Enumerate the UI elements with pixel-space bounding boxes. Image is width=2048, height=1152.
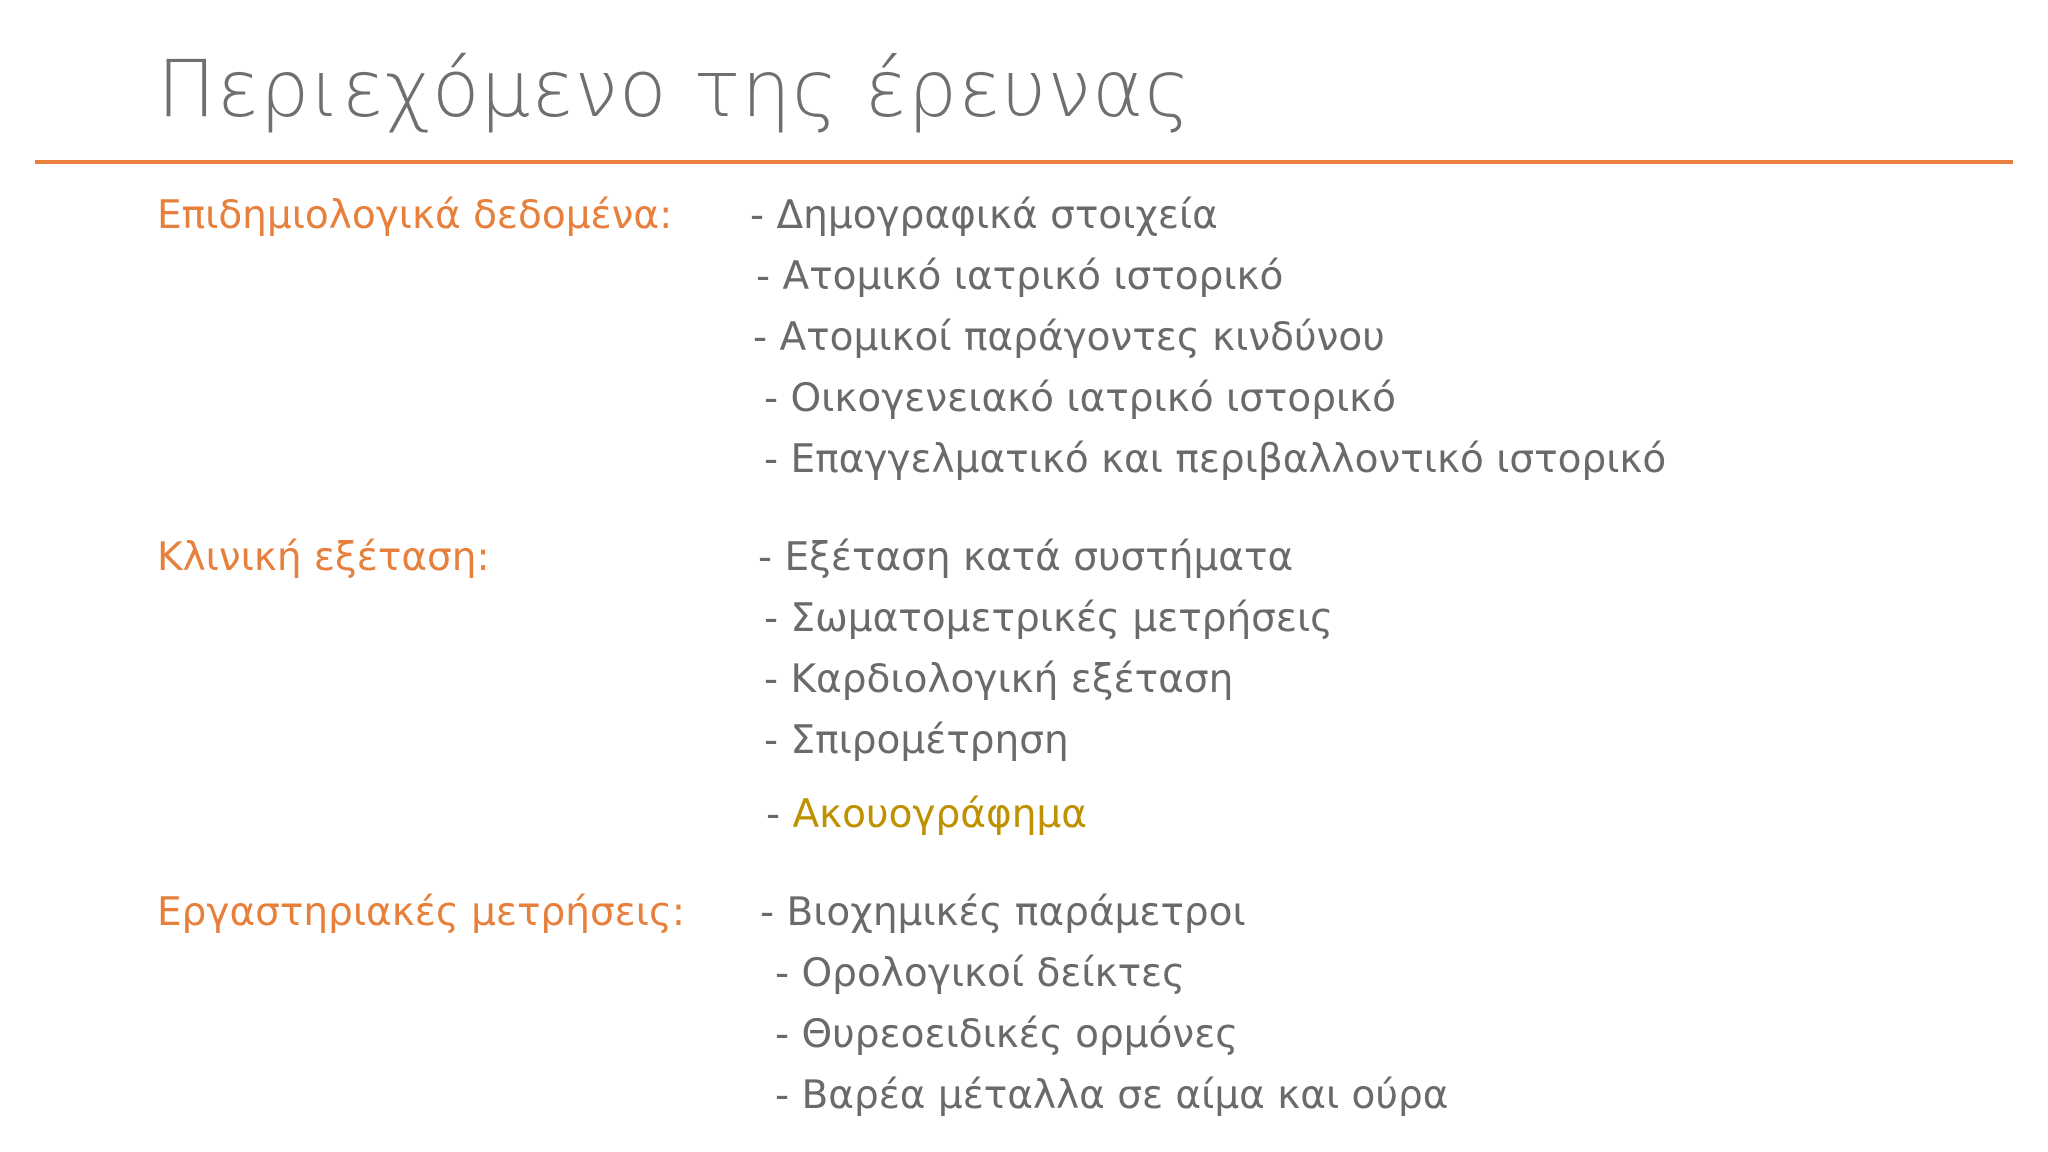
list-dash: -	[764, 437, 779, 482]
list-dash: -	[764, 657, 779, 702]
list-item	[756, 254, 1284, 299]
list-dash: -	[775, 1073, 790, 1118]
list-item-text: Καρδιολογική εξέταση	[790, 657, 1234, 702]
list-item	[758, 535, 1294, 580]
list-dash: -	[756, 254, 771, 299]
list-item-text: Θυρεοειδικές ορμόνες	[801, 1012, 1239, 1057]
section-label-clinical: Κλινική εξέταση:	[157, 535, 490, 580]
list-dash: -	[775, 951, 790, 996]
list-item	[760, 890, 1246, 935]
list-item	[753, 315, 1385, 360]
list-item	[764, 437, 1667, 482]
list-item	[764, 718, 1069, 763]
list-item-text: Δημογραφικά στοιχεία	[776, 193, 1218, 238]
title-divider	[35, 160, 2013, 164]
list-item-text: Οικογενειακό ιατρικό ιστορικό	[790, 376, 1397, 421]
list-item-text: Εξέταση κατά συστήματα	[784, 535, 1294, 580]
list-dash: -	[764, 718, 779, 763]
list-dash: -	[775, 1012, 790, 1057]
list-item-text: Βαρέα μέταλλα σε αίμα και ούρα	[801, 1073, 1449, 1118]
page-title: Περιεχόμενο της έρευνας	[157, 45, 1192, 135]
list-item	[764, 657, 1234, 702]
list-dash: -	[760, 890, 775, 935]
list-item-text: Σπιρομέτρηση	[790, 718, 1069, 763]
list-item-text: Επαγγελματικό και περιβαλλοντικό ιστορικό	[790, 437, 1667, 482]
list-item	[764, 596, 1334, 641]
list-item	[766, 792, 1087, 837]
section-label-epidemiological: Επιδημιολογικά δεδομένα:	[157, 193, 673, 238]
list-item	[775, 951, 1186, 996]
list-dash: -	[766, 792, 781, 837]
list-dash: -	[764, 376, 779, 421]
list-item-text: Βιοχημικές παράμετροι	[786, 890, 1246, 935]
list-dash: -	[764, 596, 779, 641]
list-dash: -	[750, 193, 765, 238]
section-label-laboratory: Εργαστηριακές μετρήσεις:	[157, 890, 685, 935]
list-item	[764, 376, 1397, 421]
list-item	[775, 1073, 1449, 1118]
list-item	[750, 193, 1218, 238]
list-item-text: Ορολογικοί δείκτες	[801, 951, 1186, 996]
list-item-text: Ατομικό ιατρικό ιστορικό	[782, 254, 1284, 299]
list-item-text: Ατομικοί παράγοντες κινδύνου	[779, 315, 1385, 360]
list-item	[775, 1012, 1239, 1057]
list-dash: -	[758, 535, 773, 580]
list-item-text: Σωματομετρικές μετρήσεις	[790, 596, 1334, 641]
list-item-text-highlight: Ακουογράφημα	[792, 792, 1087, 837]
list-dash: -	[753, 315, 768, 360]
